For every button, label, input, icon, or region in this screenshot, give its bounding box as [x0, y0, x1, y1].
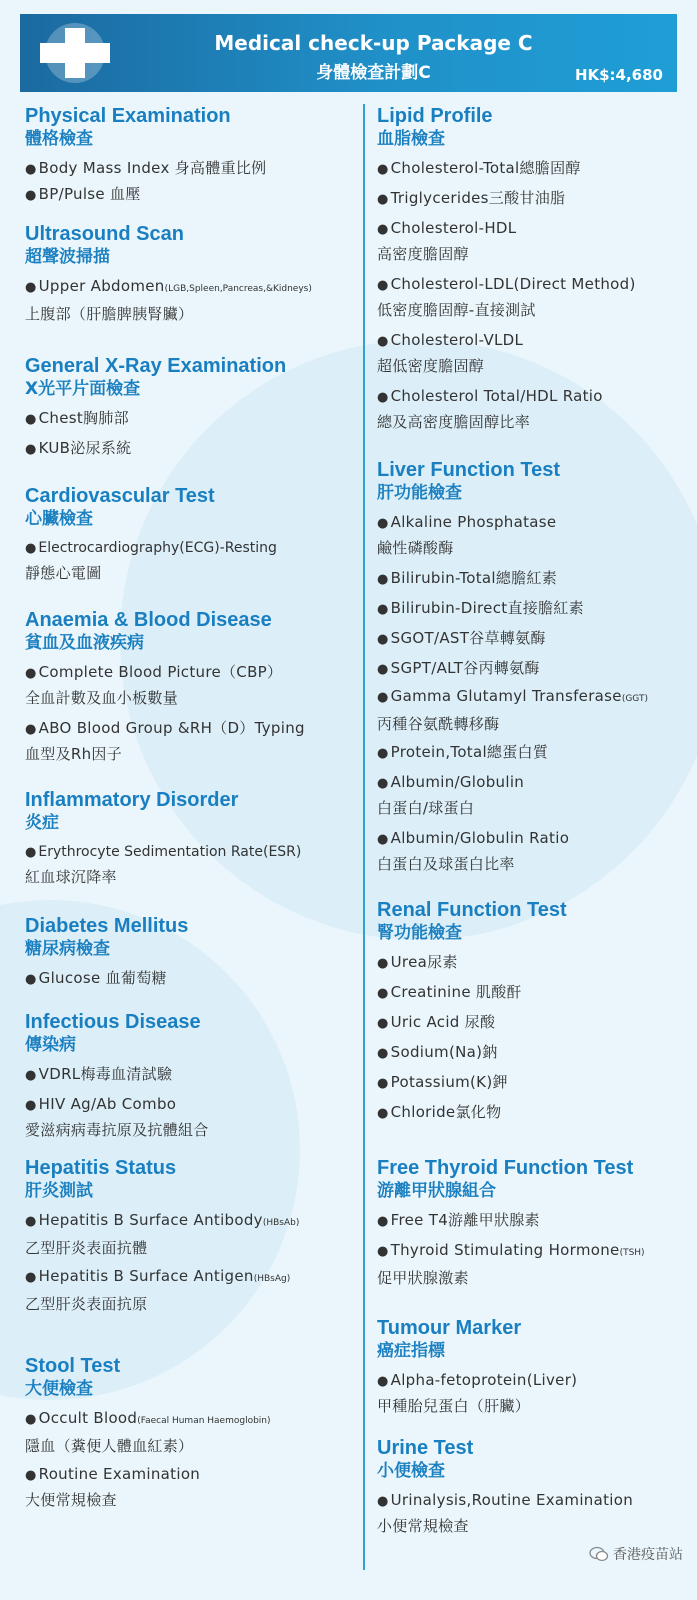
test-item	[25, 1092, 209, 1143]
section	[377, 104, 677, 431]
bullet-icon: ●	[377, 776, 389, 791]
test-item-chinese: 丙種谷氨酰轉移酶	[377, 715, 500, 733]
test-item-chinese: 高密度膽固醇	[377, 245, 469, 263]
bullet-icon: ●	[377, 162, 389, 177]
bullet-icon: ●	[377, 662, 389, 677]
test-item-note: (TSH)	[619, 1248, 645, 1258]
bullet-icon: ●	[25, 1214, 37, 1229]
bullet-icon: ●	[377, 1016, 389, 1031]
bullet-icon: ●	[25, 722, 37, 737]
test-item-name: Occult Blood	[38, 1409, 138, 1427]
section-title: Tumour Marker	[377, 1317, 522, 1339]
test-item-line	[377, 980, 522, 1006]
section-title-chinese: 糖尿病檢查	[25, 939, 110, 959]
section-title-chinese: 肝炎測試	[25, 1181, 93, 1201]
bullet-icon: ●	[377, 1076, 389, 1091]
test-item-note: (LGB,Spleen,Pancreas,&Kidneys)	[164, 284, 312, 294]
test-item-name: Free T4游離甲狀腺素	[390, 1211, 540, 1229]
section-title-chinese: X光平片面檢查	[25, 379, 141, 399]
test-item-name: Cholesterol-HDL	[390, 219, 517, 237]
test-item	[25, 966, 167, 992]
test-item	[377, 1238, 645, 1291]
section	[25, 1010, 355, 1139]
test-item-name: Bilirubin-Total總膽紅素	[390, 569, 558, 587]
test-item-line	[377, 596, 584, 622]
test-item	[25, 1208, 299, 1261]
section-title-chinese: 肝功能檢查	[377, 483, 462, 503]
test-item-chinese: 上腹部（肝膽脾胰腎臟）	[25, 305, 194, 323]
section-title-chinese: 癌症指標	[377, 1341, 445, 1361]
test-item-line	[25, 966, 167, 992]
test-item-line	[25, 660, 282, 686]
package-title: Medical check-up Package C	[214, 31, 533, 55]
test-item	[377, 272, 636, 323]
test-item-note: (GGT)	[621, 694, 648, 704]
test-item	[377, 1100, 501, 1126]
bullet-icon: ●	[377, 602, 389, 617]
test-item	[25, 1264, 290, 1317]
test-item-line	[377, 770, 524, 796]
test-item-name: Creatinine 肌酸酐	[390, 983, 522, 1001]
section-title: General X-Ray Examination	[25, 355, 287, 377]
watermark	[589, 1544, 683, 1564]
test-item-line	[25, 1406, 271, 1434]
test-item-name: Alpha-fetoprotein(Liver)	[390, 1371, 578, 1389]
test-item-chinese: 甲種胎兒蛋白（肝臟）	[377, 1397, 531, 1415]
section-title-chinese: 貧血及血液疾病	[25, 633, 144, 653]
test-item-line	[377, 1368, 577, 1394]
test-item-name: Hepatitis B Surface Antibody	[38, 1211, 263, 1229]
test-item	[377, 1208, 540, 1234]
bullet-icon: ●	[377, 956, 389, 971]
test-item-line	[377, 566, 557, 592]
bullet-icon: ●	[377, 1244, 389, 1259]
test-item-chinese: 隱血（糞便人體血紅素）	[25, 1437, 194, 1455]
bullet-icon: ●	[377, 746, 389, 761]
bullet-icon: ●	[25, 845, 37, 860]
test-item-name: SGOT/AST谷草轉氨酶	[390, 629, 546, 647]
test-item-line	[25, 716, 305, 742]
section-title: Inflammatory Disorder	[25, 789, 239, 811]
test-item	[377, 656, 540, 682]
test-item-chinese: 乙型肝炎表面抗原	[25, 1295, 148, 1313]
test-item	[377, 186, 565, 212]
test-item	[377, 156, 581, 182]
test-item-line	[377, 216, 516, 242]
test-item-name: Urea尿素	[390, 953, 458, 971]
watermark-text: 香港疫苗站	[613, 1547, 683, 1563]
section-title-chinese: 腎功能檢查	[377, 923, 462, 943]
bullet-icon: ●	[25, 972, 37, 987]
test-item-name: BP/Pulse 血壓	[38, 185, 141, 203]
test-item	[377, 566, 557, 592]
test-item	[25, 716, 305, 767]
section-title-chinese: 炎症	[25, 813, 59, 833]
test-item-chinese: 全血計數及血小板數量	[25, 689, 179, 707]
section	[25, 608, 355, 763]
package-title-chinese: 身體檢查計劃C	[316, 63, 431, 83]
wechat-icon	[589, 1546, 609, 1562]
test-item-chinese: 小便常規檢查	[377, 1517, 469, 1535]
test-item-name: Albumin/Globulin	[390, 773, 525, 791]
test-item-chinese: 大便常規檢查	[25, 1491, 117, 1509]
test-item-name: Cholesterol-VLDL	[390, 331, 524, 349]
section	[377, 1316, 677, 1415]
test-item	[377, 684, 648, 737]
test-item-line	[377, 740, 548, 766]
test-item-line	[377, 328, 523, 354]
test-item-chinese: 促甲狀腺激素	[377, 1269, 469, 1287]
test-item	[377, 950, 458, 976]
test-item	[25, 1462, 200, 1513]
test-item-name: Electrocardiography(ECG)-Resting	[38, 540, 277, 556]
section-title: Physical Examination	[25, 105, 231, 127]
test-item-line	[377, 1100, 501, 1126]
test-item-name: Upper Abdomen	[38, 277, 165, 295]
test-item-name: Gamma Glutamyl Transferase	[390, 687, 622, 705]
test-item-line	[25, 182, 141, 208]
section-title: Anaemia & Blood Disease	[25, 609, 272, 631]
test-item-name: Protein,Total總蛋白質	[390, 743, 549, 761]
section-title: Diabetes Mellitus	[25, 915, 189, 937]
package-price: HK$:4,680	[574, 66, 663, 84]
bullet-icon: ●	[377, 334, 389, 349]
test-item	[377, 980, 522, 1006]
test-item-line	[25, 274, 312, 302]
test-item	[377, 826, 569, 877]
test-item	[25, 1062, 172, 1088]
section-title: Ultrasound Scan	[25, 223, 184, 245]
package-header	[20, 14, 677, 92]
test-item-line	[377, 1208, 540, 1234]
bullet-icon: ●	[377, 516, 389, 531]
test-item-line	[377, 272, 636, 298]
section-title-chinese: 大便檢查	[25, 1379, 93, 1399]
test-item-note: (Faecal Human Haemoglobin)	[137, 1416, 271, 1426]
test-item-line	[377, 684, 648, 712]
test-item-note: (HBsAg)	[253, 1274, 291, 1284]
test-item-name: Chloride氯化物	[390, 1103, 502, 1121]
test-item	[377, 384, 603, 435]
test-item	[377, 1010, 495, 1036]
test-item-line	[377, 1238, 645, 1266]
test-item	[377, 1040, 498, 1066]
bullet-icon: ●	[377, 1214, 389, 1229]
test-item-line	[377, 1010, 495, 1036]
test-item-name: Complete Blood Picture（CBP）	[38, 663, 283, 681]
bullet-icon: ●	[377, 192, 389, 207]
test-item-line	[377, 1488, 633, 1514]
test-item-line	[25, 1062, 172, 1088]
test-item-name: Erythrocyte Sedimentation Rate(ESR)	[38, 844, 302, 860]
test-item-name: Cholesterol-LDL(Direct Method)	[390, 275, 636, 293]
bullet-icon: ●	[25, 1068, 37, 1083]
bullet-icon: ●	[25, 442, 37, 457]
test-item	[25, 274, 312, 327]
test-item-chinese: 靜態心電圖	[25, 564, 102, 582]
test-item	[377, 740, 548, 766]
test-item-name: KUB泌尿系統	[38, 439, 132, 457]
test-item-chinese: 紅血球沉降率	[25, 868, 117, 886]
section-title-chinese: 游離甲狀腺組合	[377, 1181, 496, 1201]
test-item-line	[377, 1040, 498, 1066]
test-item-line	[377, 826, 569, 852]
test-item	[25, 1406, 271, 1459]
test-item	[25, 536, 277, 586]
test-item	[25, 660, 282, 711]
test-item	[25, 182, 141, 208]
test-item	[377, 328, 523, 379]
test-item-chinese: 總及高密度膽固醇比率	[377, 413, 531, 431]
test-item-name: Uric Acid 尿酸	[390, 1013, 496, 1031]
section-title: Liver Function Test	[377, 459, 560, 481]
bullet-icon: ●	[25, 1468, 37, 1483]
test-item-name: HIV Ag/Ab Combo	[38, 1095, 177, 1113]
test-item-line	[25, 536, 277, 561]
test-item-name: Chest胸肺部	[38, 409, 129, 427]
bullet-icon: ●	[25, 666, 37, 681]
test-item	[377, 770, 524, 821]
section	[25, 788, 355, 886]
section-title: Stool Test	[25, 1355, 121, 1377]
bullet-icon: ●	[25, 1098, 37, 1113]
bullet-icon: ●	[377, 278, 389, 293]
test-item-line	[25, 406, 129, 432]
bullet-icon: ●	[25, 541, 37, 556]
bullet-icon: ●	[377, 1046, 389, 1061]
section-title: Infectious Disease	[25, 1011, 201, 1033]
bullet-icon: ●	[25, 188, 37, 203]
bullet-icon: ●	[377, 222, 389, 237]
test-item-line	[377, 186, 565, 212]
test-item-chinese: 愛滋病病毒抗原及抗體組合	[25, 1121, 209, 1139]
section	[25, 104, 355, 203]
section-title: Cardiovascular Test	[25, 485, 215, 507]
bullet-icon: ●	[377, 986, 389, 1001]
test-item-name: Glucose 血葡萄糖	[38, 969, 167, 987]
bullet-icon: ●	[377, 1494, 389, 1509]
test-item	[25, 436, 131, 462]
test-item-name: Thyroid Stimulating Hormone	[390, 1241, 620, 1259]
test-item-line	[377, 626, 546, 652]
section	[377, 898, 677, 1121]
test-item-line	[25, 156, 267, 182]
test-item-chinese: 低密度膽固醇-直接測試	[377, 301, 536, 319]
section	[377, 1436, 677, 1535]
test-item-name: Alkaline Phosphatase	[390, 513, 557, 531]
test-item-name: Potassium(K)鉀	[390, 1073, 508, 1091]
test-item-name: Hepatitis B Surface Antigen	[38, 1267, 254, 1285]
section	[25, 1354, 355, 1509]
bullet-icon: ●	[25, 412, 37, 427]
test-item-line	[377, 950, 458, 976]
section-title: Lipid Profile	[377, 105, 493, 127]
test-item-line	[377, 656, 540, 682]
section	[25, 222, 355, 323]
test-item-chinese: 鹼性磷酸酶	[377, 539, 454, 557]
test-item	[377, 510, 556, 561]
test-item-line	[377, 1070, 508, 1096]
test-item-name: Routine Examination	[38, 1465, 201, 1483]
bullet-icon: ●	[377, 390, 389, 405]
test-item	[377, 216, 516, 267]
test-item	[25, 156, 267, 182]
section	[25, 914, 355, 987]
test-item	[377, 1488, 633, 1539]
section-title-chinese: 超聲波掃描	[25, 247, 110, 267]
section	[25, 354, 355, 457]
test-item-name: Triglycerides三酸甘油脂	[390, 189, 566, 207]
test-item-name: ABO Blood Group &RH（D）Typing	[38, 719, 305, 737]
test-item-chinese: 超低密度膽固醇	[377, 357, 485, 375]
bullet-icon: ●	[377, 1374, 389, 1389]
section-title: Renal Function Test	[377, 899, 567, 921]
test-item-name: Cholesterol-Total總膽固醇	[390, 159, 581, 177]
bullet-icon: ●	[25, 1412, 37, 1427]
bullet-icon: ●	[377, 632, 389, 647]
test-item	[377, 1368, 577, 1419]
test-item-line	[25, 436, 131, 462]
section-title: Hepatitis Status	[25, 1157, 177, 1179]
test-item-line	[25, 1264, 290, 1292]
test-item-chinese: 白蛋白及球蛋白比率	[377, 855, 515, 873]
section	[25, 484, 355, 582]
test-item-name: Sodium(Na)鈉	[390, 1043, 498, 1061]
test-item-name: SGPT/ALT谷丙轉氨酶	[390, 659, 540, 677]
section-title: Urine Test	[377, 1437, 474, 1459]
test-item-name: Urinalysis,Routine Examination	[390, 1491, 634, 1509]
test-item	[377, 1070, 508, 1096]
test-item-line	[377, 156, 581, 182]
section	[377, 458, 677, 873]
test-item-line	[25, 840, 301, 865]
bullet-icon: ●	[377, 832, 389, 847]
test-item-note: (HBsAb)	[262, 1218, 300, 1228]
test-item-name: Albumin/Globulin Ratio	[390, 829, 570, 847]
test-item	[25, 406, 129, 432]
section-title-chinese: 體格檢查	[25, 129, 93, 149]
test-item	[377, 626, 546, 652]
bullet-icon: ●	[25, 1270, 37, 1285]
test-item-name: Cholesterol Total/HDL Ratio	[390, 387, 603, 405]
test-item-chinese: 血型及Rh因子	[25, 745, 123, 763]
section-title-chinese: 小便檢查	[377, 1461, 445, 1481]
bullet-icon: ●	[377, 572, 389, 587]
section-title-chinese: 傳染病	[25, 1035, 76, 1055]
bullet-icon: ●	[25, 162, 37, 177]
test-item-chinese: 白蛋白/球蛋白	[377, 799, 475, 817]
test-item-line	[25, 1462, 200, 1488]
section-title-chinese: 心臟檢查	[25, 509, 93, 529]
test-item-name: Bilirubin-Direct直接膽紅素	[390, 599, 584, 617]
section	[377, 1156, 677, 1287]
section-title-chinese: 血脂檢查	[377, 129, 445, 149]
section	[25, 1156, 355, 1313]
test-item-line	[377, 384, 603, 410]
bullet-icon: ●	[377, 690, 389, 705]
test-item-line	[25, 1208, 299, 1236]
test-item	[377, 596, 584, 622]
test-item-line	[25, 1092, 209, 1118]
bullet-icon: ●	[25, 280, 37, 295]
section-title: Free Thyroid Function Test	[377, 1157, 634, 1179]
test-item	[25, 840, 301, 890]
test-item-name: VDRL梅毒血清試驗	[38, 1065, 173, 1083]
test-item-name: Body Mass Index 身高體重比例	[38, 159, 267, 177]
test-item-chinese: 乙型肝炎表面抗體	[25, 1239, 148, 1257]
column-divider	[363, 104, 365, 1570]
bullet-icon: ●	[377, 1106, 389, 1121]
test-item-line	[377, 510, 556, 536]
